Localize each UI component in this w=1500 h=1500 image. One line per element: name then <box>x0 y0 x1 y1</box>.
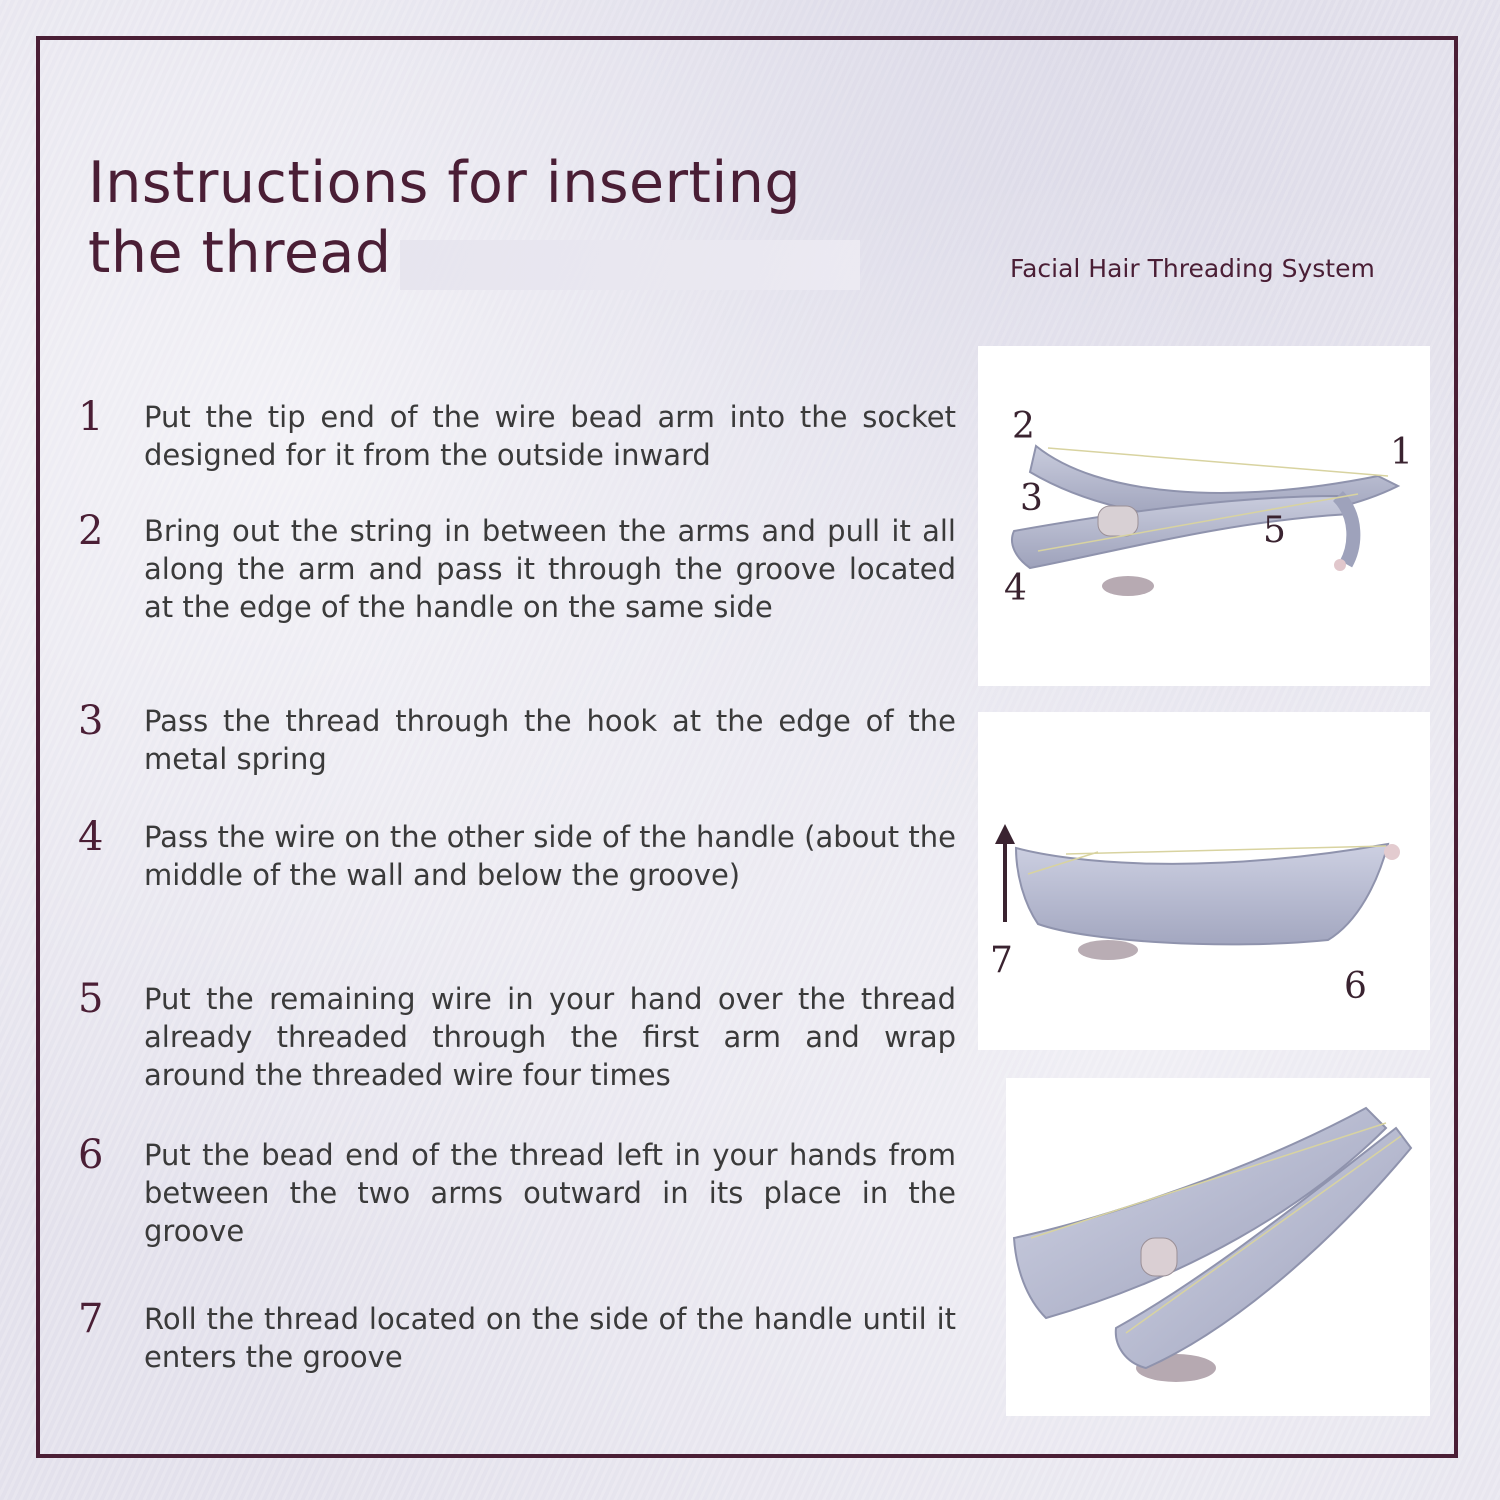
title-line-2: the thread <box>88 220 392 286</box>
photo-label-2: 2 <box>1012 406 1035 447</box>
step-text: Put the remaining wire in your hand over the thread already threaded through the first arm and wrap around the threaded wire four times <box>144 982 956 1092</box>
step-text: Pass the wire on the other side of the handle (about the middle of the wall and below the groove) <box>144 820 956 892</box>
photo-label-4: 4 <box>1004 568 1027 609</box>
step-number: 7 <box>78 1296 104 1342</box>
arrow-head-icon <box>995 824 1015 844</box>
step-number: 6 <box>78 1132 104 1178</box>
photo-threader-side-view <box>978 712 1430 1050</box>
step-number: 3 <box>78 698 104 744</box>
threader-illustration-3 <box>1006 1078 1430 1416</box>
photo-label-3: 3 <box>1020 478 1043 519</box>
threader-illustration-1 <box>978 346 1430 686</box>
step-number: 1 <box>78 394 104 440</box>
step-text: Roll the thread located on the side of the handle until it enters the groove <box>144 1302 956 1374</box>
photo-label-6: 6 <box>1344 966 1367 1007</box>
title-redaction-blur <box>400 240 860 290</box>
photo-label-1: 1 <box>1390 432 1413 473</box>
photo-label-5: 5 <box>1263 510 1286 551</box>
threader-illustration-2 <box>978 712 1430 1050</box>
photo-label-7: 7 <box>990 940 1013 981</box>
photo-threader-angle-view <box>1006 1078 1430 1416</box>
step-number: 4 <box>78 814 104 860</box>
photo-threader-top-view <box>978 346 1430 686</box>
product-subtitle: Facial Hair Threading System <box>1010 254 1375 283</box>
step-text: Pass the thread through the hook at the edge of the metal spring <box>144 704 956 776</box>
step-number: 2 <box>78 508 104 554</box>
step-text: Put the tip end of the wire bead arm into the socket designed for it from the outside inward <box>144 400 956 472</box>
step-text: Put the bead end of the thread left in your hands from between the two arms outward in its place in the groove <box>144 1138 956 1248</box>
step-text: Bring out the string in between the arms and pull it all along the arm and pass it through the groove located at the edge of the handle on the same side <box>144 514 956 624</box>
title-line-1: Instructions for inserting <box>88 150 802 216</box>
step-number: 5 <box>78 976 104 1022</box>
